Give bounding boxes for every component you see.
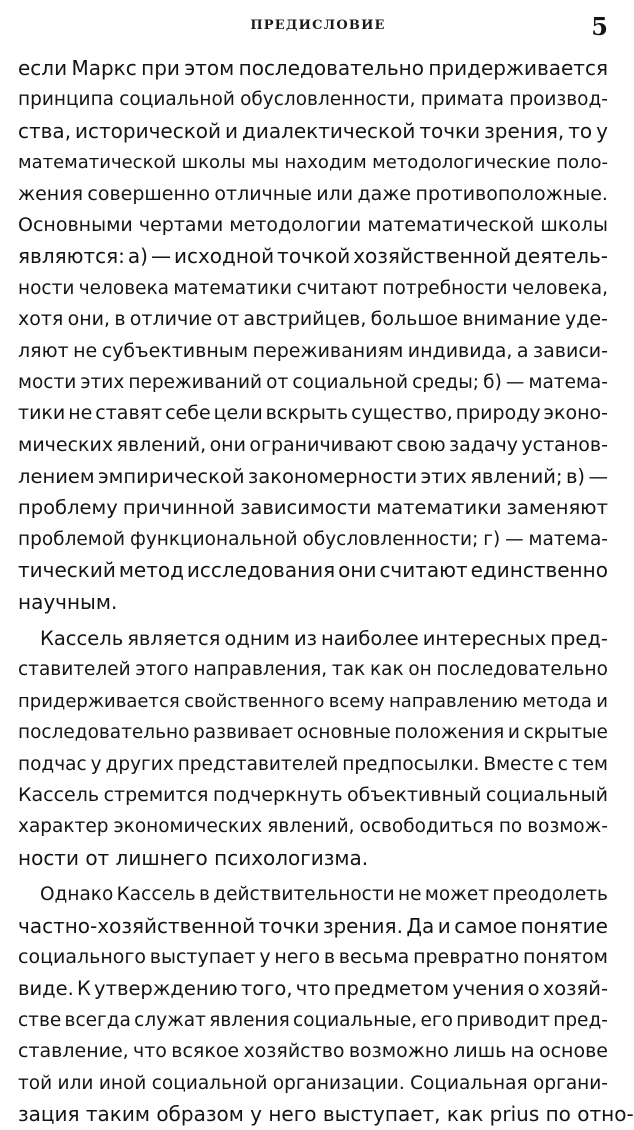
text-line: мических явлений, они ограничивают свою задачу установ-: [18, 433, 608, 456]
text-line: проблемой функциональной обусловленности; г) — матема-: [18, 528, 608, 550]
text-line: хотя они, в отличие от австрийцев, большое внимание уде-: [18, 308, 608, 331]
text-line: жения совершенно отличные или даже противоположные.: [18, 182, 608, 205]
text-line: стве всегда служат явления социальные, его приводит пред-: [18, 1009, 608, 1031]
text-line: Однако Кассель в действительности не может преодолеть: [40, 884, 608, 906]
text-line: придерживается свойственного всему направлению метода и: [18, 690, 608, 712]
text-line: социального выступает у него в весьма превратно понятом: [18, 945, 608, 968]
text-line: подчас у других представителей предпосылки. Вместе с тем: [18, 753, 608, 775]
text-line: той или иной социальной организации. Социальная органи-: [18, 1072, 608, 1094]
text-line: Кассель стремится подчеркнуть объективный социальный: [18, 783, 608, 806]
text-line: ставителей этого направления, так как он последовательно: [18, 659, 608, 681]
text-line: ставление, что всякое хозяйство возможно лишь на основе: [18, 1040, 608, 1063]
text-line: проблему причинной зависимости математики заменяют: [18, 496, 608, 520]
paragraph: [18, 53, 608, 618]
text-line: математической школы мы находим методологические поло-: [18, 152, 608, 174]
text-line: являются: а) — исходной точкой хозяйственной деятель-: [18, 244, 608, 269]
text-line: Кассель является одним из наиболее интересных пред-: [40, 627, 608, 651]
text-line: тический метод исследования они считают единственно: [18, 558, 608, 583]
running-head-title: ПРЕДИСЛОВИЕ: [250, 18, 386, 33]
text-line: зация таким образом у него выступает, как prius по отно-: [18, 1101, 634, 1126]
text-line: ности от лишнего психологизма.: [18, 845, 369, 870]
text-line: ляют не субъективным переживаниям индивида, а зависи-: [18, 339, 608, 362]
text-line: частно-хозяйственной точки зрения. Да и самое понятие: [18, 913, 608, 938]
page-number: 5: [591, 12, 608, 41]
text-line: принципа социальной обусловленности, примата производ-: [18, 89, 608, 111]
text-line: характер экономических явлений, освободиться по возмож-: [18, 816, 608, 838]
text-line: ства, исторической и диалектической точки зрения, то у: [18, 118, 608, 143]
text-line: последовательно развивает основные положения и скрытые: [18, 722, 608, 744]
text-line: тики не ставят себе цели вскрыть существо, природу эконо-: [18, 402, 608, 425]
text-line: научным.: [18, 589, 118, 614]
text-line: мости этих переживаний от социальной среды; б) — матема-: [18, 371, 608, 393]
text-line: Основными чертами методологии математической школы: [18, 213, 608, 236]
text-line: лением эмпирической закономерности этих явлений; в) —: [18, 465, 608, 489]
text-line: ности человека математики считают потребности человека,: [18, 277, 608, 299]
text-line: если Маркс при этом последовательно придерживается: [18, 56, 608, 80]
paragraph: [18, 623, 608, 874]
running-head: [28, 10, 608, 44]
paragraph: [18, 879, 634, 1130]
body-text: [18, 53, 634, 1130]
text-line: виде. К утверждению того, что предметом учения о хозяй-: [18, 977, 608, 1001]
